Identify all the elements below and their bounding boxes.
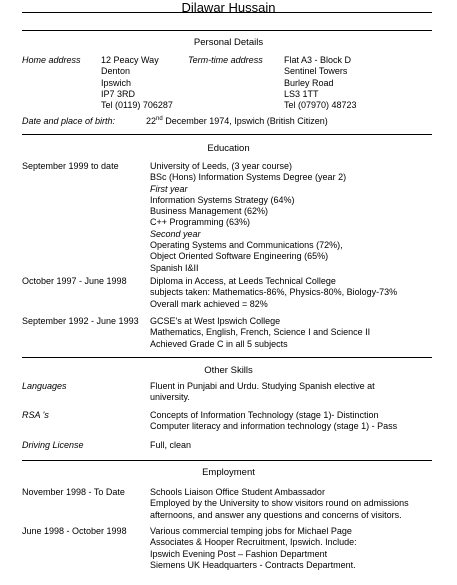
term-address-line: LS3 1TT (284, 88, 319, 99)
skill-detail (150, 381, 375, 404)
education-line: C++ Programming (63%) (150, 217, 251, 228)
education-line: Information Systems Strategy (64%) (150, 194, 295, 205)
education-line: Operating Systems and Communications (72%), (150, 240, 343, 251)
term-address (284, 55, 357, 111)
employment-entry (150, 526, 357, 571)
dob-day: 22 (146, 116, 157, 126)
education-line: Overall mark achieved = 82% (150, 298, 268, 309)
education-entry (150, 276, 397, 310)
education-line: GCSE's at West Ipswich College (150, 316, 281, 326)
education-dates: September 1999 to date (22, 161, 119, 171)
education-entry (150, 161, 346, 274)
education-subheading: First year (150, 183, 188, 194)
skill-line: Computer literacy and information technology (stage 1) - Pass (150, 421, 398, 432)
personal-details-heading: Personal Details (193, 37, 264, 48)
skill-detail (150, 440, 191, 451)
term-address-line: Burley Road (284, 77, 334, 88)
education-line: Mathematics, English, French, Science I and Science II (150, 327, 371, 338)
other-skills-heading: Other Skills (204, 365, 253, 376)
education-heading: Education (207, 143, 250, 154)
home-address (101, 55, 173, 111)
term-phone: Tel (07970) 48723 (284, 100, 357, 111)
skill-label: RSA 's (22, 410, 49, 420)
skill-label: Languages (22, 381, 67, 391)
term-address-line: Flat A3 - Block D (284, 55, 352, 65)
divider (22, 30, 432, 31)
employment-line: Schools Liaison Office Student Ambassador (150, 487, 325, 497)
education-line: Diploma in Access, at Leeds Technical College (150, 276, 336, 286)
skill-line: Concepts of Information Technology (stage 1)- Distinction (150, 410, 379, 420)
skill-label: Driving License (22, 440, 84, 450)
dob-label: Date and place of birth: (22, 116, 116, 126)
skill-line: Fluent in Punjabi and Urdu. Studying Spanish elective at (150, 381, 375, 391)
education-dates: October 1997 - June 1998 (22, 276, 127, 286)
education-line: University of Leeds, (3 year course) (150, 161, 293, 171)
home-phone: Tel (0119) 706287 (101, 100, 173, 111)
dob-value (146, 116, 328, 127)
skill-line: university. (150, 392, 190, 403)
term-address-label: Term-time address (188, 55, 263, 65)
term-address-line: Sentinel Towers (284, 66, 348, 77)
employment-line: Siemens UK Headquarters - Contracts Department. (150, 559, 356, 570)
employment-line: afternoons, and answer any questions and concerns of visitors. (150, 509, 402, 520)
divider (22, 134, 432, 135)
education-line: Business Management (62%) (150, 206, 269, 217)
home-address-label: Home address (22, 55, 81, 65)
divider (22, 460, 432, 461)
home-address-line: Ipswich (101, 77, 132, 88)
employment-line: Ipswich Evening Post – Fashion Department (150, 548, 328, 559)
candidate-name: Dilawar Hussain (181, 0, 276, 15)
skill-detail (150, 410, 397, 433)
dob-suffix: nd (156, 116, 163, 122)
education-line: BSc (Hons) Information Systems Degree (year 2) (150, 172, 347, 183)
dob-rest: December 1974, Ipswich (British Citizen) (162, 116, 328, 126)
employment-line: Associates & Hooper Recruitment, Ipswich. Include: (150, 537, 357, 548)
employment-line: Various commercial temping jobs for Michael Page (150, 526, 352, 536)
employment-entry (150, 487, 409, 521)
employment-heading: Employment (202, 467, 255, 478)
divider (22, 357, 432, 358)
education-entry (150, 316, 370, 350)
employment-line: Employed by the University to show visitors round on admissions (150, 498, 409, 509)
education-line: subjects taken: Mathematics-86%, Physics-80%, Biology-73% (150, 287, 398, 298)
employment-dates: June 1998 - October 1998 (22, 526, 127, 536)
education-dates: September 1992 - June 1993 (22, 316, 139, 326)
education-subheading: Second year (150, 228, 201, 239)
home-address-line: 12 Peacy Way (101, 55, 159, 65)
education-line: Achieved Grade C in all 5 subjects (150, 338, 288, 349)
home-address-line: IP7 3RD (101, 88, 136, 99)
education-line: Object Oriented Software Engineering (65%) (150, 251, 329, 262)
home-address-line: Denton (101, 66, 131, 77)
employment-dates: November 1998 - To Date (22, 487, 125, 497)
education-line: Spanish I&II (150, 262, 199, 273)
skill-line: Full, clean (150, 440, 192, 450)
